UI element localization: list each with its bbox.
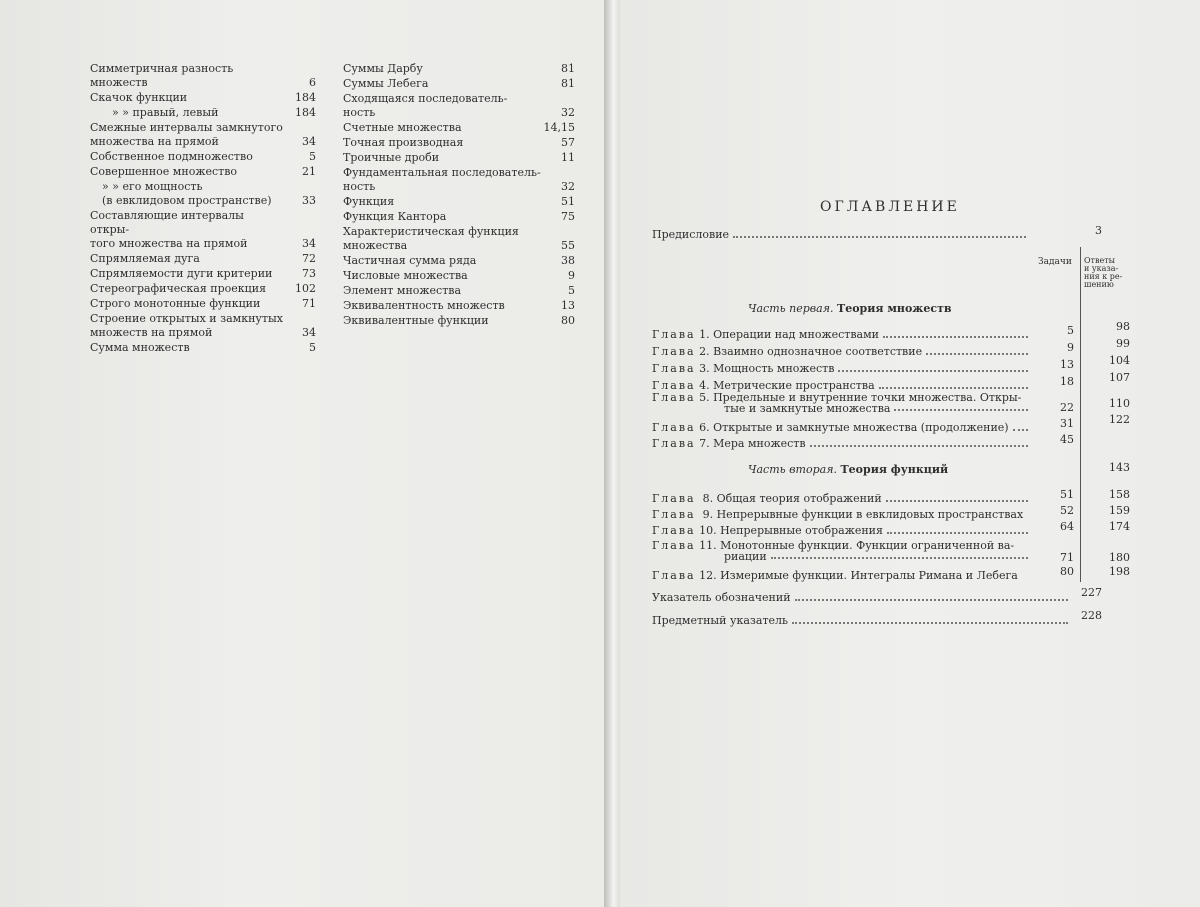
chapter-answers-page: 107 [1109, 371, 1130, 384]
chapter-prefix: Глава [652, 492, 696, 505]
notation-index-label: Указатель обозначений [652, 591, 791, 604]
index-entry [90, 267, 316, 281]
column-divider [1080, 247, 1081, 582]
index-term: Скачок функции [90, 91, 188, 104]
index-page: 72 [302, 252, 316, 265]
index-entry [343, 77, 575, 91]
index-page: 75 [561, 210, 575, 223]
chapter-title: 9. Непрерывные функции в евклидовых пространствах [702, 508, 1024, 521]
subject-index-page: 228 [1081, 609, 1102, 622]
index-page: 73 [302, 267, 316, 280]
chapter-prefix: Глава [652, 379, 696, 392]
index-term: Спрямляемая дуга [90, 252, 200, 265]
index-entry [90, 209, 316, 251]
index-page: 81 [561, 62, 575, 75]
index-entry [90, 62, 316, 90]
part-one-title: Теория множеств [837, 302, 952, 315]
index-entry [90, 341, 316, 355]
index-page: 32 [561, 180, 575, 193]
index-entry [90, 91, 316, 105]
dot-leader [894, 403, 1028, 411]
chapter-tasks-page: 52 [1060, 504, 1074, 517]
chapter-prefix: Глава [652, 328, 696, 341]
index-entry [343, 225, 575, 253]
chapter-prefix: Глава [652, 437, 696, 450]
index-page: 13 [561, 299, 575, 312]
preface-label: Предисловие [652, 228, 730, 241]
chapter-answers-page: 99 [1116, 337, 1130, 350]
toc-chapter-5 [652, 392, 1032, 414]
index-term: Эквивалентные функции [343, 314, 489, 327]
part-two-answers-page: 143 [1109, 461, 1130, 474]
chapter-title: 11. Монотонные функции. Функции ограниченной ва- [699, 539, 1015, 552]
index-page: 5 [568, 284, 575, 297]
chapter-tasks-page: 18 [1060, 375, 1074, 388]
chapter-answers-page: 122 [1109, 413, 1130, 426]
index-term: Функция [343, 195, 395, 208]
index-entry [90, 165, 316, 179]
toc-notation-index [652, 591, 1072, 604]
dot-leader [879, 387, 1028, 389]
chapter-prefix: Глава [652, 539, 696, 552]
toc-chapter-7 [652, 437, 1032, 450]
dot-leader [810, 445, 1028, 447]
index-entry [343, 314, 575, 328]
index-term: Совершенное множество [90, 165, 238, 178]
chapter-tasks-page: 51 [1060, 488, 1074, 501]
tasks-header: Задачи [1038, 257, 1072, 267]
chapter-prefix: Глава [652, 421, 696, 434]
toc-chapter-8 [652, 492, 1032, 505]
index-entry [343, 195, 575, 209]
index-entry [90, 312, 316, 340]
index-term: Точная производная [343, 136, 464, 149]
dot-leader [838, 370, 1028, 372]
dot-leader [792, 622, 1068, 624]
index-page: 71 [302, 297, 316, 310]
chapter-answers-page: 174 [1109, 520, 1130, 533]
chapter-title: 8. Общая теория отображений [702, 492, 882, 505]
index-term: Числовые множества [343, 269, 468, 282]
index-term: Строение открытых и замкнутых множеств на прямой [90, 312, 283, 339]
index-entry [90, 121, 316, 149]
dot-leader [733, 236, 1026, 238]
index-term: » » его мощность (в евклидовом пространстве) [102, 180, 272, 207]
chapter-title: 1. Операции над множествами [699, 328, 879, 341]
chapter-tasks-page: 71 [1060, 551, 1074, 564]
dot-leader [887, 532, 1028, 534]
chapter-tasks-page: 9 [1067, 341, 1074, 354]
toc-chapter-9 [652, 508, 1032, 521]
chapter-prefix: Глава [652, 524, 696, 537]
answers-header: Ответы и указа- ния к ре- шению [1084, 256, 1123, 289]
toc-title: ОГЛАВЛЕНИЕ [820, 199, 960, 215]
index-page: 102 [295, 282, 316, 295]
index-term: Составляющие интервалы откры- того множества на прямой [90, 209, 248, 250]
index-page: 21 [302, 165, 316, 178]
index-term: Строго монотонные функции [90, 297, 261, 310]
index-page: 55 [561, 239, 575, 252]
chapter-tasks-page: 31 [1060, 417, 1074, 430]
chapter-tasks-page: 80 [1060, 565, 1074, 578]
chapter-answers-page: 180 [1109, 551, 1130, 564]
dot-leader [771, 551, 1028, 559]
subject-index-label: Предметный указатель [652, 614, 789, 627]
index-page: 9 [568, 269, 575, 282]
chapter-title: 10. Непрерывные отображения [699, 524, 883, 537]
index-term: Функция Кантора [343, 210, 447, 223]
index-column-1 [90, 62, 316, 356]
index-term: Сумма множеств [90, 341, 190, 354]
index-entry [343, 299, 575, 313]
index-page: 6 [309, 76, 316, 89]
index-entry [90, 150, 316, 164]
index-page: 5 [309, 341, 316, 354]
index-term: Спрямляемости дуги критерии [90, 267, 273, 280]
book-gutter [604, 0, 620, 907]
index-entry [343, 166, 575, 194]
index-page: 81 [561, 77, 575, 90]
toc-chapter-2 [652, 345, 1032, 358]
chapter-prefix: Глава [652, 345, 696, 358]
dot-leader [883, 336, 1028, 338]
chapter-answers-page: 158 [1109, 488, 1130, 501]
chapter-title: 4. Метрические пространства [699, 379, 875, 392]
index-page: 34 [302, 237, 316, 250]
index-term: Характеристическая функция множества [343, 225, 519, 252]
index-page: 38 [561, 254, 575, 267]
toc-chapter-11 [652, 540, 1032, 562]
index-term: Счетные множества [343, 121, 462, 134]
chapter-title: 5. Предельные и внутренние точки множества. Откры- [699, 391, 1022, 404]
index-entry [343, 254, 575, 268]
part-two-heading [748, 463, 948, 476]
index-term: Смежные интервалы замкнутого множества на прямой [90, 121, 283, 148]
index-page: 57 [561, 136, 575, 149]
index-page: 14,15 [543, 121, 575, 134]
chapter-prefix: Глава [652, 362, 696, 375]
index-entry [343, 92, 575, 120]
chapter-tasks-page: 64 [1060, 520, 1074, 533]
index-entry [343, 136, 575, 150]
toc-preface [652, 228, 1030, 241]
part-two-title: Теория функций [840, 463, 949, 476]
index-page: 34 [302, 326, 316, 339]
toc-subject-index [652, 614, 1072, 627]
dot-leader [795, 599, 1068, 601]
toc-chapter-12 [652, 569, 1032, 582]
index-term: Элемент множества [343, 284, 462, 297]
index-entry [90, 180, 316, 208]
index-page: 51 [561, 195, 575, 208]
index-entry [343, 210, 575, 224]
index-term: Сходящаяся последователь- ность [343, 92, 508, 119]
chapter-title-continued: риации [724, 550, 767, 563]
index-term: Троичные дроби [343, 151, 440, 164]
index-page: 184 [295, 91, 316, 104]
chapter-title: 7. Мера множеств [699, 437, 806, 450]
chapter-answers-page: 98 [1116, 320, 1130, 333]
index-page: 34 [302, 135, 316, 148]
index-term: Собственное подмножество [90, 150, 253, 163]
notation-index-page: 227 [1081, 586, 1102, 599]
index-term: Стереографическая проекция [90, 282, 267, 295]
chapter-tasks-page: 5 [1067, 324, 1074, 337]
chapter-tasks-page: 22 [1060, 401, 1074, 414]
chapter-title: 3. Мощность множеств [699, 362, 835, 375]
chapter-answers-page: 159 [1109, 504, 1130, 517]
chapter-prefix: Глава [652, 508, 696, 521]
index-page: 5 [309, 150, 316, 163]
index-entry [343, 284, 575, 298]
toc-chapter-10 [652, 524, 1032, 537]
chapter-title-continued: тые и замкнутые множества [724, 402, 891, 415]
dot-leader [926, 353, 1028, 355]
chapter-prefix: Глава [652, 391, 696, 404]
part-two-label: Часть вторая. [748, 463, 837, 476]
index-entry [90, 106, 316, 120]
index-term: Частичная сумма ряда [343, 254, 477, 267]
chapter-answers-page: 104 [1109, 354, 1130, 367]
index-term: Суммы Лебега [343, 77, 429, 90]
chapter-tasks-page: 45 [1060, 433, 1074, 446]
index-entry [343, 269, 575, 283]
preface-page: 3 [1095, 224, 1102, 237]
index-entry [90, 252, 316, 266]
index-column-2 [343, 62, 575, 329]
index-term: Суммы Дарбу [343, 62, 423, 75]
index-term: Симметричная разность множеств [90, 62, 234, 89]
toc-chapter-1 [652, 328, 1032, 341]
index-term: » » правый, левый [112, 106, 219, 119]
index-entry [343, 62, 575, 76]
toc-chapter-3 [652, 362, 1032, 375]
chapter-tasks-page: 13 [1060, 358, 1074, 371]
chapter-answers-page: 110 [1109, 397, 1130, 410]
dot-leader [886, 500, 1028, 502]
chapter-answers-page: 198 [1109, 565, 1130, 578]
index-entry [343, 121, 575, 135]
index-term: Эквивалентность множеств [343, 299, 505, 312]
part-one-label: Часть первая. [748, 302, 834, 315]
index-page: 184 [295, 106, 316, 119]
index-page: 32 [561, 106, 575, 119]
chapter-title: 12. Измеримые функции. Интегралы Римана и Лебега [699, 569, 1018, 582]
index-term: Фундаментальная последователь- ность [343, 166, 541, 193]
part-one-heading [748, 302, 952, 315]
index-entry [90, 282, 316, 296]
chapter-title: 6. Открытые и замкнутые множества (продолжение) [699, 421, 1009, 434]
toc-chapter-6 [652, 421, 1032, 434]
chapter-title: 2. Взаимно однозначное соответствие [699, 345, 923, 358]
right-page [620, 0, 1200, 907]
chapter-prefix: Глава [652, 569, 696, 582]
index-page: 11 [561, 151, 575, 164]
index-entry [343, 151, 575, 165]
dot-leader [1013, 429, 1028, 431]
index-page: 33 [302, 194, 316, 207]
index-page: 80 [561, 314, 575, 327]
index-entry [90, 297, 316, 311]
